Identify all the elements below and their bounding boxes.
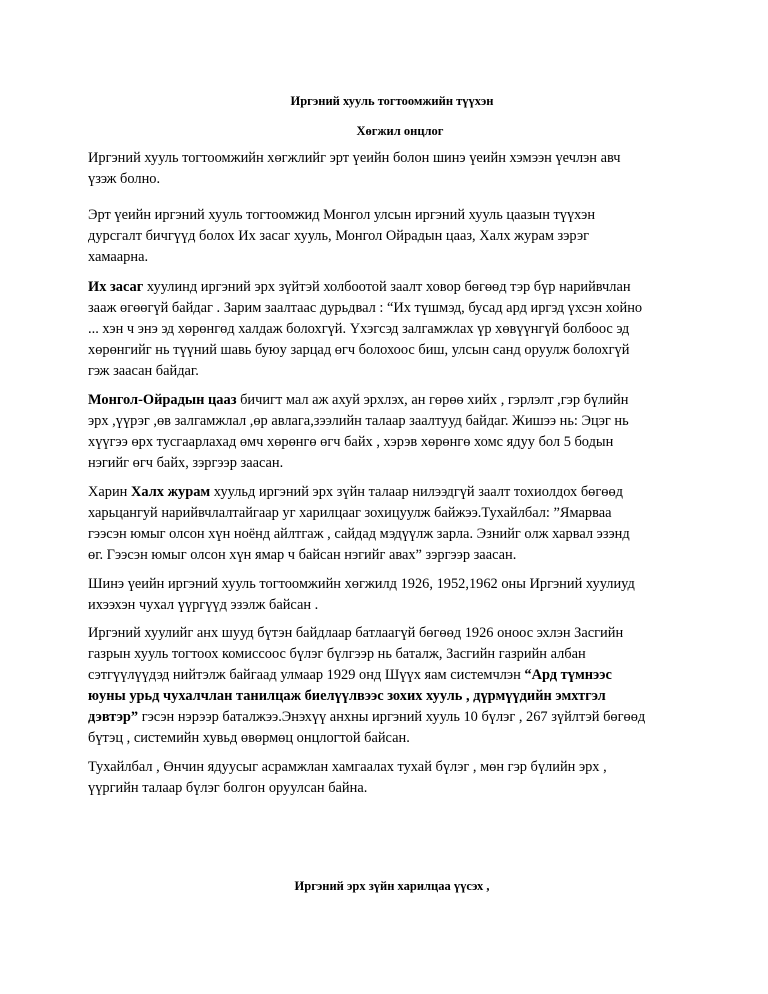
paragraph-early-period — [88, 205, 688, 268]
text-line: нэгийг өгч байх, зэргээр заасан. — [88, 455, 284, 471]
text-line: зааж өгөөгүй байдаг . Зарим заалтаас дурьдвал : “Их түшмэд, бусад ард иргэд үхсэн хойно — [88, 300, 643, 316]
text-line: бүтэц , системийн хувьд өвөрмөц онцлогтой байсан. — [88, 730, 410, 746]
bold-term: “Ард түмнээс — [524, 667, 612, 683]
paragraph-example — [88, 757, 688, 799]
text-line: эрх ,үүрэг ,өв залгамжлал ,өр авлага,зээлийн талаар заалтууд байдаг. Жишээ нь: Эцэг нь — [88, 413, 629, 429]
text-line: гээсэн юмыг олсон хүн ноёнд айлтгаж , сайдад мэдүүлж зарла. Эзнийг олж харвал эзэнд — [88, 526, 630, 542]
text-line: Монгол-Ойрадын цааз бичигт мал аж ахуй эрхлэх, ан гөрөө хийх , гэрлэлт ,гэр бүлийн — [88, 392, 629, 408]
text-line: Харин Халх журам хуульд иргэний эрх зүйн талаар нилээдгүй заалт тохиолдох бөгөөд — [88, 484, 623, 500]
text-line: Тухайлбал , Өнчин ядуусыг асрамжлан хамгаалах тухай бүлэг , мөн гэр бүлийн эрх , — [88, 759, 607, 775]
paragraph-new-period — [88, 574, 688, 616]
paragraph-ikh-zasag — [88, 277, 688, 382]
text-line: харьцангуй нарийвчлалтайгаар уг харилцааг зохицуулж байжээ.Тухайлбал: ”Ямарваа — [88, 505, 612, 521]
bold-term: Монгол-Ойрадын цааз — [88, 392, 237, 408]
section-heading: Иргэний эрх зүйн харилцаа үүсэх , — [294, 879, 490, 893]
text-line: гэж заасан байдаг. — [88, 363, 199, 379]
bold-term: юуны урьд чухалчлан танилцаж биелүүлвээс зохих хууль , дүрмүүдийн эмхтгэл — [88, 688, 606, 704]
text-line: дурсгалт бичгүүд болох Их засаг хууль, Монгол Ойрадын цааз, Халх журам зэрэг — [88, 228, 590, 244]
paragraph-1926-law — [88, 623, 688, 749]
bold-term: Халх журам — [130, 484, 211, 500]
text-line: сэтгүүлүүдэд нийтэлж байгаад улмаар 1929 онд Шүүх яам системчлэн “Ард түмнээс — [88, 667, 612, 683]
text-line: үүргийн талаар бүлэг болгон оруулсан байна. — [88, 780, 368, 796]
bold-term: Их засаг — [88, 279, 144, 295]
document-title: Иргэний хууль тогтоомжийн түүхэн — [290, 94, 494, 108]
text-line: Иргэний хуулийг анх шууд бүтэн байдлаар батлаагүй бөгөөд 1926 оноос эхлэн Засгийн — [88, 625, 624, 641]
text-line: хамаарна. — [88, 249, 149, 265]
text-line: үзэж болно. — [88, 171, 161, 187]
text-line: хөрөнгийг нь түүний шавь буюу зарцад өгч болохоос биш, улсын санд оруулж болохгүй — [88, 342, 630, 358]
bold-term: дэвтэр” — [88, 709, 139, 725]
paragraph-khalkh-juram — [88, 482, 688, 566]
text-line: дэвтэр” гэсэн нэрээр баталжээ.Энэхүү анхны иргэний хууль 10 бүлэг , 267 зүйлтэй бөгөөд — [88, 709, 646, 725]
document-subtitle: Хөгжил онцлог — [356, 124, 444, 138]
paragraph-oirad-tsaaz — [88, 390, 688, 474]
text-line: газрын хууль тогтоох комиссоос бүлэг бүлгээр нь баталж, Засгийн газрийн албан — [88, 646, 586, 662]
text-line: Эрт үеийн иргэний хууль тогтоомжид Монгол улсын иргэний хууль цаазын түүхэн — [88, 207, 596, 223]
text-line: Иргэний хууль тогтоомжийн хөгжлийг эрт үеийн болон шинэ үеийн хэмээн үечлэн авч — [88, 150, 621, 166]
text-line: ... хэн ч энэ эд хөрөнгөд халдаж болохгүй. Үхэгсэд залгамжлах үр хөвүүнгүй болбоос эд — [88, 321, 630, 337]
text-line: ихээхэн чухал үүргүүд эзэлж байсан . — [88, 597, 319, 613]
text-line: Их засаг хуулинд иргэний эрх зүйтэй холбоотой заалт ховор бөгөөд тэр бүр нарийвчлан — [88, 279, 631, 295]
paragraph-intro — [88, 148, 688, 190]
text-line — [88, 686, 688, 707]
text-line: Шинэ үеийн иргэний хууль тогтоомжийн хөгжилд 1926, 1952,1962 оны Иргэний хуулиуд — [88, 576, 635, 592]
text-line: хүүгээ өрх тусгаарлахад өмч хөрөнгө өгч байх , хэрэв хөрөнгө хомс ядуу бол 5 бодын — [88, 434, 614, 450]
text-line: өг. Гээсэн юмыг олсон хүн ямар ч байсан нэгийг авах” зэргээр заасан. — [88, 547, 517, 563]
